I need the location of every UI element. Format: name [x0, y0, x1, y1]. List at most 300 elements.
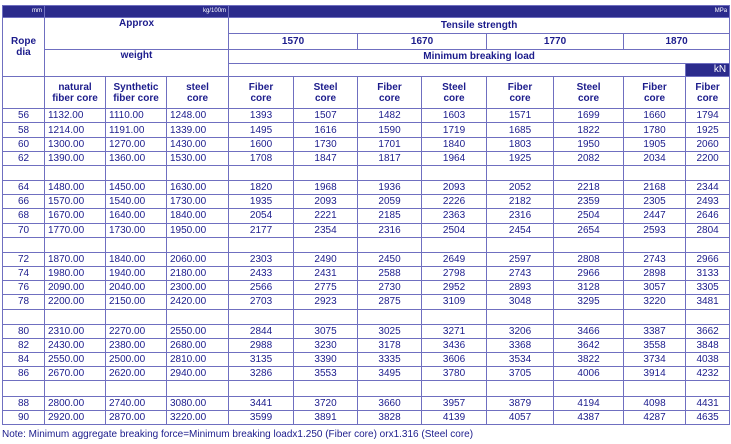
load-cell: 1794: [686, 109, 730, 123]
column-header-line: core: [443, 92, 465, 104]
column-header-line: core: [577, 92, 600, 104]
column-header-line: fiber core: [113, 92, 159, 104]
table-row: [3, 281, 730, 295]
rope-dia-cell: 86: [3, 367, 45, 381]
weight-cell: 1770.00: [45, 223, 106, 237]
load-cell: 3481: [686, 295, 730, 309]
weight-cell: 1360.00: [106, 151, 167, 165]
spacer-cell: [554, 381, 624, 396]
load-cell: 2200: [686, 151, 730, 165]
load-cell: 2316: [487, 209, 554, 223]
spacer-cell: [554, 237, 624, 252]
load-cell: 2654: [554, 223, 624, 237]
unit-mm: [3, 6, 45, 18]
spacer-cell: [358, 309, 422, 324]
min-load-spacer: [229, 63, 686, 76]
weight-cell: 2310.00: [45, 324, 106, 338]
load-cell: 3828: [358, 410, 422, 424]
load-cell: 3305: [686, 281, 730, 295]
load-cell: 4635: [686, 410, 730, 424]
rope-dia-cell: 72: [3, 252, 45, 266]
weight-cell: 1870.00: [45, 252, 106, 266]
column-header-9: [624, 76, 686, 109]
footnote: Note: Minimum aggregate breaking force=Minimum breaking loadx1.250 (Fiber core) orx1.316 (Steel core): [2, 429, 474, 440]
load-cell: 3534: [487, 353, 554, 367]
table-row: [3, 151, 730, 165]
column-header-line: Fiber: [248, 81, 274, 93]
load-cell: 2844: [229, 324, 294, 338]
spacer-cell: [358, 165, 422, 180]
rope-dia-cell: 64: [3, 181, 45, 195]
load-cell: 1840: [422, 137, 487, 151]
weight-cell: 2040.00: [106, 281, 167, 295]
rope-dia-cell: 80: [3, 324, 45, 338]
load-cell: 2743: [624, 252, 686, 266]
load-cell: 2344: [686, 181, 730, 195]
load-cell: 3891: [294, 410, 358, 424]
rope-dia-cell: 82: [3, 338, 45, 352]
weight-cell: 2940.00: [167, 367, 229, 381]
spacer-cell: [294, 309, 358, 324]
tensile-header: Tensile strength: [229, 17, 730, 33]
load-cell: 2804: [686, 223, 730, 237]
load-cell: 1925: [487, 151, 554, 165]
load-cell: 3957: [422, 396, 487, 410]
load-cell: 1603: [422, 109, 487, 123]
spacer-cell: [229, 309, 294, 324]
load-cell: 2649: [422, 252, 487, 266]
weight-cell: 2680.00: [167, 338, 229, 352]
approx-header: Approx: [45, 17, 229, 49]
spacer-cell: [229, 165, 294, 180]
spacer-cell: [106, 165, 167, 180]
weight-cell: 1980.00: [45, 267, 106, 281]
load-cell: 4387: [554, 410, 624, 424]
spacer-cell: [3, 165, 45, 180]
spacer-cell: [106, 237, 167, 252]
load-cell: 3780: [422, 367, 487, 381]
weight-cell: 2270.00: [106, 324, 167, 338]
load-cell: 1803: [487, 137, 554, 151]
column-header-5: [358, 76, 422, 109]
load-cell: 1701: [358, 137, 422, 151]
load-cell: 1936: [358, 181, 422, 195]
load-cell: 3206: [487, 324, 554, 338]
column-header-2: [167, 76, 229, 109]
table-row: [3, 410, 730, 424]
load-cell: 3057: [624, 281, 686, 295]
load-cell: 2226: [422, 195, 487, 209]
weight-cell: 1480.00: [45, 181, 106, 195]
column-header-line: Fiber: [642, 81, 667, 93]
spacer-cell: [624, 165, 686, 180]
weight-cell: 2300.00: [167, 281, 229, 295]
grade-1870: 1870: [624, 34, 730, 49]
unit-mpa: [229, 6, 730, 18]
load-cell: 2808: [554, 252, 624, 266]
grade-1570: 1570: [229, 34, 358, 49]
spacer-cell: [3, 309, 45, 324]
load-cell: 4038: [686, 353, 730, 367]
load-cell: 3048: [487, 295, 554, 309]
weight-cell: 1530.00: [167, 151, 229, 165]
load-cell: 3720: [294, 396, 358, 410]
spacer-cell: [487, 381, 554, 396]
load-cell: 3368: [487, 338, 554, 352]
column-header-line: Steel: [576, 81, 601, 93]
load-cell: 2588: [358, 267, 422, 281]
load-cell: 3848: [686, 338, 730, 352]
load-cell: 1616: [294, 123, 358, 137]
load-cell: 4006: [554, 367, 624, 381]
load-cell: 1571: [487, 109, 554, 123]
load-cell: 1925: [686, 123, 730, 137]
spacer-cell: [358, 237, 422, 252]
load-cell: 1780: [624, 123, 686, 137]
spacer-cell: [487, 237, 554, 252]
load-cell: 2703: [229, 295, 294, 309]
load-cell: 3441: [229, 396, 294, 410]
load-cell: 3295: [554, 295, 624, 309]
load-cell: 1950: [554, 137, 624, 151]
load-cell: 1968: [294, 181, 358, 195]
weight-cell: 1730.00: [106, 223, 167, 237]
column-header-7: [487, 76, 554, 109]
rope-dia-cell: 68: [3, 209, 45, 223]
rope-dia-cell: 66: [3, 195, 45, 209]
load-cell: 3660: [358, 396, 422, 410]
load-cell: 1685: [487, 123, 554, 137]
unit-mm-label: mm: [32, 7, 42, 14]
load-cell: 3075: [294, 324, 358, 338]
column-header-line: core: [186, 92, 209, 104]
table-row: [3, 353, 730, 367]
load-cell: 3553: [294, 367, 358, 381]
rope-dia-cell: 70: [3, 223, 45, 237]
weight-cell: 1940.00: [106, 267, 167, 281]
spacer-cell: [686, 165, 730, 180]
weight-cell: 1950.00: [167, 223, 229, 237]
column-header-line: Steel: [442, 81, 466, 93]
load-cell: 1708: [229, 151, 294, 165]
load-cell: 1600: [229, 137, 294, 151]
rope-dia-header: [3, 17, 45, 76]
weight-cell: 1840.00: [167, 209, 229, 223]
weight-cell: 2150.00: [106, 295, 167, 309]
spacer-cell: [3, 381, 45, 396]
load-cell: 3914: [624, 367, 686, 381]
weight-cell: 2670.00: [45, 367, 106, 381]
column-header-10: [686, 76, 730, 109]
weight-cell: 2430.00: [45, 338, 106, 352]
load-cell: 2898: [624, 267, 686, 281]
load-cell: 3822: [554, 353, 624, 367]
load-cell: 1964: [422, 151, 487, 165]
column-header-line: core: [250, 92, 272, 104]
weight-cell: 1390.00: [45, 151, 106, 165]
load-cell: 2305: [624, 195, 686, 209]
unit-kn: kN: [686, 63, 730, 76]
spacer-cell: [487, 309, 554, 324]
load-cell: 2646: [686, 209, 730, 223]
column-header-line: core: [697, 92, 719, 104]
spacer-cell: [106, 309, 167, 324]
load-cell: 1507: [294, 109, 358, 123]
spacer-cell: [422, 309, 487, 324]
rope-dia-cell: 56: [3, 109, 45, 123]
spacer-cell: [624, 237, 686, 252]
load-cell: 2504: [554, 209, 624, 223]
load-cell: 2093: [294, 195, 358, 209]
weight-cell: 1300.00: [45, 137, 106, 151]
spacer-cell: [422, 165, 487, 180]
column-header-6: [422, 76, 487, 109]
load-cell: 2743: [487, 267, 554, 281]
load-cell: 2447: [624, 209, 686, 223]
weight-header: weight: [45, 49, 229, 76]
spacer-cell: [554, 309, 624, 324]
spacer-cell: [294, 381, 358, 396]
load-cell: 2316: [358, 223, 422, 237]
load-cell: 4232: [686, 367, 730, 381]
load-cell: 2093: [422, 181, 487, 195]
rope-dia-cell: 74: [3, 267, 45, 281]
spacer-cell: [554, 165, 624, 180]
spacer-cell: [358, 381, 422, 396]
load-cell: 3220: [624, 295, 686, 309]
load-cell: 3436: [422, 338, 487, 352]
table-row: [3, 195, 730, 209]
column-header-line: core: [314, 92, 337, 104]
rope-dia-line1: Rope: [11, 35, 36, 47]
weight-cell: 1339.00: [167, 123, 229, 137]
table-row: [3, 324, 730, 338]
spacer-cell: [686, 309, 730, 324]
load-cell: 4431: [686, 396, 730, 410]
column-header-line: natural: [58, 81, 92, 93]
column-header-line: Fiber: [377, 81, 402, 93]
rope-dia-cell: 84: [3, 353, 45, 367]
load-cell: 2893: [487, 281, 554, 295]
spacer-cell: [167, 381, 229, 396]
weight-cell: 1450.00: [106, 181, 167, 195]
load-cell: 3133: [686, 267, 730, 281]
unit-weight-label: kg/100m: [203, 7, 227, 14]
load-cell: 2054: [229, 209, 294, 223]
spacer-cell: [45, 165, 106, 180]
table-row: [3, 267, 730, 281]
load-cell: 1719: [422, 123, 487, 137]
unit-weight: [45, 6, 229, 18]
load-cell: 3109: [422, 295, 487, 309]
load-cell: 3135: [229, 353, 294, 367]
load-cell: 1393: [229, 109, 294, 123]
spacer-cell: [167, 309, 229, 324]
weight-cell: 1840.00: [106, 252, 167, 266]
load-cell: 3662: [686, 324, 730, 338]
rope-dia-cell: 76: [3, 281, 45, 295]
column-header-1: [106, 76, 167, 109]
column-header-row: [3, 76, 730, 109]
load-cell: 2952: [422, 281, 487, 295]
rope-dia-cell: 62: [3, 151, 45, 165]
load-cell: 2504: [422, 223, 487, 237]
spacer-cell: [229, 237, 294, 252]
table-row: [3, 109, 730, 123]
table-row: [3, 396, 730, 410]
load-cell: 1482: [358, 109, 422, 123]
load-cell: 2966: [686, 252, 730, 266]
load-cell: 2433: [229, 267, 294, 281]
load-cell: 1935: [229, 195, 294, 209]
load-cell: 4057: [487, 410, 554, 424]
load-cell: 2082: [554, 151, 624, 165]
spacer-cell: [106, 381, 167, 396]
load-cell: 1590: [358, 123, 422, 137]
weight-cell: 2810.00: [167, 353, 229, 367]
spacer-cell: [45, 381, 106, 396]
column-header-line: fiber core: [52, 92, 98, 104]
load-cell: 3734: [624, 353, 686, 367]
load-cell: 3335: [358, 353, 422, 367]
load-cell: 2303: [229, 252, 294, 266]
weight-cell: 2090.00: [45, 281, 106, 295]
load-cell: 2490: [294, 252, 358, 266]
load-cell: 2185: [358, 209, 422, 223]
load-cell: 3606: [422, 353, 487, 367]
spacer-cell: [422, 381, 487, 396]
breaking-load-table: [2, 5, 730, 425]
table-row: [3, 338, 730, 352]
rope-dia-cell: 60: [3, 137, 45, 151]
spacer-cell: [624, 381, 686, 396]
weight-cell: 1640.00: [106, 209, 167, 223]
load-cell: 2454: [487, 223, 554, 237]
weight-cell: 2920.00: [45, 410, 106, 424]
load-cell: 2431: [294, 267, 358, 281]
rope-dia-cell: 88: [3, 396, 45, 410]
weight-cell: 1630.00: [167, 181, 229, 195]
rope-dia-cell: 58: [3, 123, 45, 137]
group-spacer: [3, 381, 730, 396]
spacer-cell: [487, 165, 554, 180]
rope-dia-line2: dia: [16, 46, 31, 58]
load-cell: 3286: [229, 367, 294, 381]
load-cell: 2923: [294, 295, 358, 309]
spacer-cell: [229, 381, 294, 396]
table-row: [3, 295, 730, 309]
load-cell: 2593: [624, 223, 686, 237]
weight-cell: 1214.00: [45, 123, 106, 137]
column-header-8: [554, 76, 624, 109]
load-cell: 3599: [229, 410, 294, 424]
weight-cell: 1191.00: [106, 123, 167, 137]
column-header-line: Fiber: [695, 81, 720, 93]
column-header-line: Fiber: [507, 81, 533, 93]
weight-cell: 2180.00: [167, 267, 229, 281]
column-header-line: steel: [186, 81, 209, 93]
weight-cell: 2500.00: [106, 353, 167, 367]
column-header-line: core: [509, 92, 531, 104]
column-header-line: Steel: [313, 81, 338, 93]
load-cell: 1730: [294, 137, 358, 151]
load-cell: 2988: [229, 338, 294, 352]
load-cell: 1847: [294, 151, 358, 165]
weight-cell: 1248.00: [167, 109, 229, 123]
load-cell: 3879: [487, 396, 554, 410]
weight-cell: 2740.00: [106, 396, 167, 410]
load-cell: 2359: [554, 195, 624, 209]
column-header-4: [294, 76, 358, 109]
spacer-cell: [45, 237, 106, 252]
load-cell: 4098: [624, 396, 686, 410]
table-row: [3, 123, 730, 137]
load-cell: 2221: [294, 209, 358, 223]
load-cell: 4139: [422, 410, 487, 424]
load-cell: 1660: [624, 109, 686, 123]
load-cell: 1905: [624, 137, 686, 151]
load-cell: 2730: [358, 281, 422, 295]
weight-cell: 1730.00: [167, 195, 229, 209]
weight-cell: 2380.00: [106, 338, 167, 352]
load-cell: 1820: [229, 181, 294, 195]
spacer-cell: [167, 165, 229, 180]
table-row: [3, 252, 730, 266]
column-header-line: core: [378, 92, 401, 104]
column-header-3: [229, 76, 294, 109]
weight-cell: 2620.00: [106, 367, 167, 381]
load-cell: 1495: [229, 123, 294, 137]
load-cell: 3387: [624, 324, 686, 338]
grade-1770: 1770: [487, 34, 624, 49]
load-cell: 2875: [358, 295, 422, 309]
spacer-cell: [167, 237, 229, 252]
load-cell: 3230: [294, 338, 358, 352]
group-spacer: [3, 237, 730, 252]
table-row: [3, 181, 730, 195]
weight-cell: 1540.00: [106, 195, 167, 209]
load-cell: 2566: [229, 281, 294, 295]
weight-cell: 1110.00: [106, 109, 167, 123]
weight-cell: 1270.00: [106, 137, 167, 151]
load-cell: 3642: [554, 338, 624, 352]
group-spacer: [3, 309, 730, 324]
load-cell: 3705: [487, 367, 554, 381]
spacer-cell: [294, 165, 358, 180]
spacer-cell: [3, 237, 45, 252]
rope-dia-cell: 90: [3, 410, 45, 424]
spacer-cell: [422, 237, 487, 252]
weight-cell: 2420.00: [167, 295, 229, 309]
table-row: [3, 209, 730, 223]
load-cell: 2493: [686, 195, 730, 209]
load-cell: 1822: [554, 123, 624, 137]
column-header-blank: [3, 76, 45, 109]
unit-mpa-label: MPa: [714, 7, 728, 14]
load-cell: 3128: [554, 281, 624, 295]
weight-cell: 2550.00: [167, 324, 229, 338]
load-cell: 3495: [358, 367, 422, 381]
load-cell: 2450: [358, 252, 422, 266]
load-cell: 2218: [554, 181, 624, 195]
load-cell: 3025: [358, 324, 422, 338]
load-cell: 1817: [358, 151, 422, 165]
column-header-line: core: [643, 92, 666, 104]
table-row: [3, 367, 730, 381]
load-cell: 2363: [422, 209, 487, 223]
spacer-cell: [294, 237, 358, 252]
load-cell: 2052: [487, 181, 554, 195]
